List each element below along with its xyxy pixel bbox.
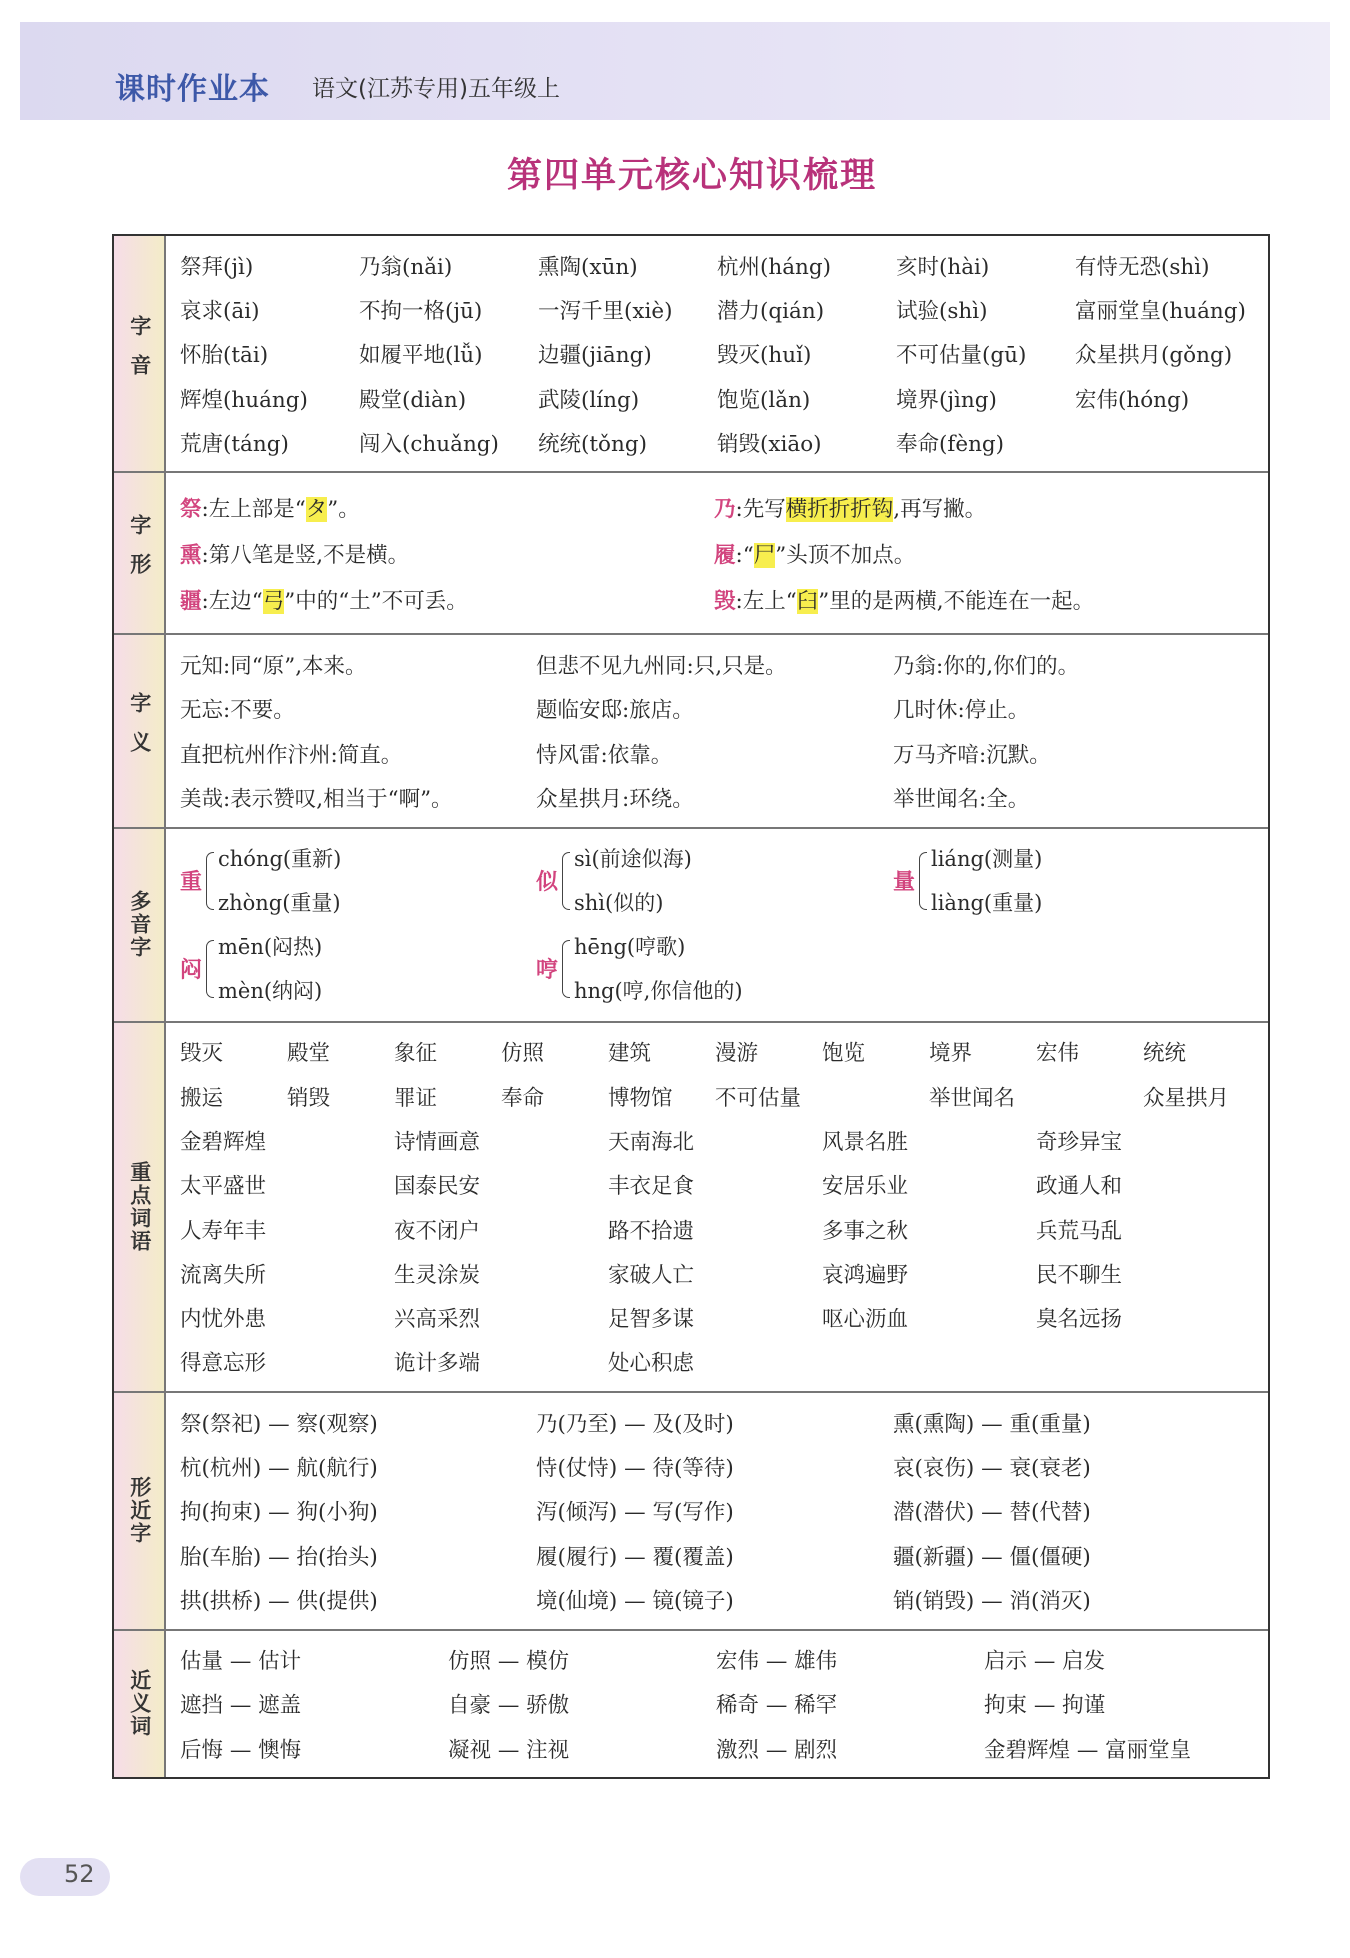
ziyin-item: 有恃无恐(shì) — [1075, 254, 1210, 280]
ziyin-row — [180, 376, 1260, 420]
keyword: 象征 — [394, 1041, 438, 1067]
xingjin-item: 疆(新疆) — 僵(僵硬) — [893, 1544, 1091, 1570]
polyphone-reading: zhòng(重量) — [218, 890, 341, 915]
zixing-text: ”。 — [327, 496, 360, 522]
ziyi-item: 无忘:不要。 — [180, 698, 295, 724]
polyphone-reading: chóng(重新) — [218, 846, 342, 871]
xingjin-item: 履(履行) — 覆(覆盖) — [536, 1544, 734, 1570]
keyword: 举世闻名 — [929, 1085, 1016, 1111]
polyphone-group — [536, 925, 893, 1013]
jinyi-item: 后悔 — 懊悔 — [180, 1737, 302, 1763]
keyword: 博物馆 — [608, 1085, 673, 1111]
ziyin-item: 众星拱月(gǒng) — [1075, 343, 1233, 369]
zhongdian-row — [180, 1207, 1260, 1251]
ziyin-item: 统统(tǒng) — [538, 431, 647, 457]
jinyi-item: 激烈 — 剧烈 — [716, 1737, 838, 1763]
zixing-item — [714, 538, 1254, 569]
zixing-row — [180, 576, 1260, 622]
header-brand: 课时作业本 — [115, 72, 270, 107]
ziyin-item: 辉煌(huáng) — [180, 387, 308, 413]
ziyin-item: 边疆(jiāng) — [538, 343, 652, 369]
zhongdian-item: 内忧外患 — [180, 1307, 267, 1333]
xingjin-row — [180, 1489, 1260, 1533]
ziyin-item: 销毁(xiāo) — [717, 431, 822, 457]
section-label-text: 近义词 — [127, 1669, 152, 1739]
zhongdian-item: 呕心沥血 — [822, 1307, 909, 1333]
zhongdian-item: 生灵涂炭 — [394, 1262, 481, 1288]
xingjin-row — [180, 1400, 1260, 1444]
section-label-duoyin — [114, 829, 166, 1021]
ziyin-item: 境界(jìng) — [896, 387, 997, 413]
section-label-text: 多音字 — [127, 890, 152, 960]
jinyi-row — [180, 1726, 1260, 1770]
xingjin-item: 拱(拱桥) — 供(提供) — [180, 1588, 378, 1614]
keyword: 统统 — [1143, 1041, 1187, 1067]
keyword: 销毁 — [287, 1085, 331, 1111]
zhongdian-content — [166, 1023, 1268, 1391]
zixing-text: :“ — [735, 542, 754, 568]
jinyi-item: 稀奇 — 稀罕 — [716, 1693, 838, 1719]
ziyi-row — [180, 642, 1260, 686]
zhongdian-row — [180, 1251, 1260, 1295]
zixing-row — [180, 530, 1260, 576]
zixing-char: 疆 — [180, 588, 202, 614]
ziyin-item: 饱览(lǎn) — [717, 387, 811, 413]
jinyi-item: 仿照 — 模仿 — [448, 1649, 570, 1675]
zixing-content — [166, 473, 1268, 633]
jinyi-content — [166, 1631, 1268, 1778]
polyphone-readings — [574, 925, 743, 1013]
section-label-jinyi — [114, 1631, 166, 1778]
keyword: 仿照 — [501, 1041, 545, 1067]
keyword: 境界 — [929, 1041, 973, 1067]
page-number: 52 — [64, 1860, 95, 1888]
keyword: 殿堂 — [287, 1041, 331, 1067]
zhongdian-item: 处心积虑 — [608, 1351, 695, 1377]
zixing-highlight: タ — [305, 496, 328, 522]
section-label-text: 字音 — [127, 314, 152, 393]
xingjin-item: 销(销毁) — 消(消灭) — [893, 1588, 1091, 1614]
ziyin-row — [180, 332, 1260, 376]
zhongdian-item: 金碧辉煌 — [180, 1129, 267, 1155]
polyphone-char: 重 — [180, 869, 203, 896]
zhongdian-item: 太平盛世 — [180, 1174, 267, 1200]
xingjin-content — [166, 1393, 1268, 1628]
ziyin-item: 熏陶(xūn) — [538, 254, 638, 280]
ziyin-item: 毁灭(huǐ) — [717, 343, 812, 369]
section-xingjin — [114, 1393, 1268, 1630]
zhongdian-item: 风景名胜 — [822, 1129, 909, 1155]
jinyi-item: 自豪 — 骄傲 — [448, 1693, 570, 1719]
zhongdian-item: 天南海北 — [608, 1129, 695, 1155]
ziyi-item: 元知:同“原”,本来。 — [180, 654, 367, 680]
polyphone-char: 哼 — [536, 957, 559, 984]
ziyin-item: 杭州(háng) — [717, 254, 832, 280]
xingjin-item: 胎(车胎) — 抬(抬头) — [180, 1544, 378, 1570]
polyphone-readings — [931, 837, 1042, 925]
ziyin-item: 怀胎(tāi) — [180, 343, 269, 369]
ziyin-row — [180, 420, 1260, 464]
keyword: 饱览 — [822, 1041, 866, 1067]
polyphone-reading: liáng(测量) — [931, 846, 1043, 871]
ziyin-item: 祭拜(jì) — [180, 254, 254, 280]
ziyin-item: 闯入(chuǎng) — [359, 431, 499, 457]
zixing-text: ”头顶不加点。 — [775, 542, 916, 568]
brace-icon — [206, 852, 214, 910]
ziyi-item: 众星拱月:环绕。 — [536, 787, 694, 813]
duoyin-row — [180, 837, 1260, 925]
ziyin-item: 不可估量(gū) — [896, 343, 1027, 369]
polyphone-reading: shì(似的) — [574, 890, 664, 915]
ziyi-item: 万马齐喑:沉默。 — [893, 742, 1051, 768]
zhongdian-item: 丰衣足食 — [608, 1174, 695, 1200]
zhongdian-row — [180, 1340, 1260, 1384]
zixing-item — [714, 584, 1254, 615]
polyphone-group — [893, 837, 1243, 925]
xingjin-item: 祭(祭祀) — 察(观察) — [180, 1411, 378, 1437]
ziyin-item: 一泻千里(xiè) — [538, 298, 673, 324]
polyphone-reading: mēn(闷热) — [218, 934, 323, 959]
zhongdian-row — [180, 1030, 1260, 1074]
brace-icon — [562, 940, 570, 998]
section-ziyi — [114, 635, 1268, 828]
page-title: 第四单元核心知识梳理 — [506, 156, 877, 196]
section-duoyin — [114, 829, 1268, 1023]
ziyi-item: 乃翁:你的,你们的。 — [893, 654, 1080, 680]
brace-icon — [919, 852, 927, 910]
polyphone-group — [180, 925, 536, 1013]
ziyi-item: 直把杭州作汴州:简直。 — [180, 742, 403, 768]
polyphone-reading: sì(前途似海) — [574, 846, 692, 871]
jinyi-item: 拘束 — 拘谨 — [984, 1693, 1106, 1719]
zhongdian-item: 路不拾遗 — [608, 1218, 695, 1244]
section-zhongdian — [114, 1023, 1268, 1393]
zhongdian-item: 诡计多端 — [394, 1351, 481, 1377]
xingjin-item: 境(仙境) — 镜(镜子) — [536, 1588, 734, 1614]
zixing-text: :左边“ — [201, 588, 263, 614]
zixing-text: ,再写撇。 — [893, 496, 987, 522]
jinyi-item: 凝视 — 注视 — [448, 1737, 570, 1763]
zixing-text: :左上“ — [735, 588, 797, 614]
ziyi-content — [166, 635, 1268, 826]
xingjin-row — [180, 1444, 1260, 1488]
polyphone-readings — [574, 837, 692, 925]
header-subtitle: 语文(江苏专用)五年级上 — [312, 76, 560, 102]
ziyin-item: 武陵(líng) — [538, 387, 640, 413]
xingjin-row — [180, 1577, 1260, 1621]
brace-icon — [206, 940, 214, 998]
ziyi-item: 几时休:停止。 — [893, 698, 1030, 724]
jinyi-row — [180, 1682, 1260, 1726]
section-label-text: 形近字 — [127, 1476, 152, 1546]
zixing-char: 熏 — [180, 542, 202, 568]
duoyin-content — [166, 829, 1268, 1021]
xingjin-item: 泻(倾泻) — 写(写作) — [536, 1500, 734, 1526]
ziyi-row — [180, 687, 1260, 731]
zhongdian-item: 足智多谋 — [608, 1307, 695, 1333]
ziyin-item: 潜力(qián) — [717, 298, 825, 324]
ziyi-row — [180, 731, 1260, 775]
zhongdian-item: 奇珍异宝 — [1036, 1129, 1123, 1155]
polyphone-char: 闷 — [180, 957, 203, 984]
keyword: 罪证 — [394, 1085, 438, 1111]
jinyi-item: 遮挡 — 遮盖 — [180, 1693, 302, 1719]
section-label-ziyi — [114, 635, 166, 826]
zixing-char: 祭 — [180, 496, 202, 522]
zixing-char: 乃 — [714, 496, 736, 522]
polyphone-reading: hēng(哼歌) — [574, 934, 686, 959]
xingjin-item: 杭(杭州) — 航(航行) — [180, 1455, 378, 1481]
xingjin-item: 恃(仗恃) — 待(等待) — [536, 1455, 734, 1481]
zixing-item — [714, 492, 1254, 523]
xingjin-item: 拘(拘束) — 狗(小狗) — [180, 1500, 378, 1526]
ziyi-item: 美哉:表示赞叹,相当于“啊”。 — [180, 787, 453, 813]
ziyin-item: 富丽堂皇(huáng) — [1075, 298, 1246, 324]
ziyin-content — [166, 236, 1268, 471]
ziyi-item: 恃风雷:依靠。 — [536, 742, 673, 768]
zixing-text: ”里的是两横,不能连在一起。 — [818, 588, 1095, 614]
ziyin-item: 试验(shì) — [896, 298, 988, 324]
ziyin-item: 荒唐(táng) — [180, 431, 289, 457]
zixing-text: :第八笔是竖,不是横。 — [201, 542, 410, 568]
section-label-text: 重点词语 — [127, 1160, 152, 1253]
polyphone-reading: mèn(纳闷) — [218, 978, 323, 1003]
zixing-item — [180, 584, 714, 615]
jinyi-item: 金碧辉煌 — 富丽堂皇 — [984, 1737, 1192, 1763]
polyphone-readings — [218, 925, 322, 1013]
zhongdian-item: 家破人亡 — [608, 1262, 695, 1288]
ziyin-row — [180, 243, 1260, 287]
zixing-item — [180, 492, 714, 523]
brace-icon — [562, 852, 570, 910]
section-label-xingjin — [114, 1393, 166, 1628]
section-label-text: 字形 — [127, 514, 152, 593]
ziyi-item: 举世闻名:全。 — [893, 787, 1030, 813]
zhongdian-item: 得意忘形 — [180, 1351, 267, 1377]
polyphone-group — [180, 837, 536, 925]
zhongdian-item: 人寿年丰 — [180, 1218, 267, 1244]
polyphone-group — [536, 837, 893, 925]
ziyi-item: 题临安邸:旅店。 — [536, 698, 694, 724]
keyword: 毁灭 — [180, 1041, 224, 1067]
zixing-text: ”中的“土”不可丢。 — [284, 588, 468, 614]
polyphone-reading: liàng(重量) — [931, 890, 1043, 915]
zixing-highlight: 弓 — [262, 588, 285, 614]
ziyin-item: 亥时(hài) — [896, 254, 990, 280]
section-label-text: 字义 — [127, 692, 152, 771]
ziyi-row — [180, 775, 1260, 819]
ziyi-item: 但悲不见九州同:只,只是。 — [536, 654, 787, 680]
zixing-char: 履 — [714, 542, 736, 568]
xingjin-item: 哀(哀伤) — 衰(衰老) — [893, 1455, 1091, 1481]
keyword: 漫游 — [715, 1041, 759, 1067]
polyphone-readings — [218, 837, 341, 925]
zhongdian-item: 政通人和 — [1036, 1174, 1123, 1200]
xingjin-item: 潜(潜伏) — 替(代替) — [893, 1500, 1091, 1526]
zhongdian-row — [180, 1295, 1260, 1339]
zhongdian-item: 夜不闭户 — [394, 1218, 481, 1244]
ziyin-item: 奉命(fèng) — [896, 431, 1005, 457]
keyword: 宏伟 — [1036, 1041, 1080, 1067]
zixing-highlight: 横折折折钩 — [785, 496, 894, 522]
jinyi-item: 宏伟 — 雄伟 — [716, 1649, 838, 1675]
xingjin-item: 熏(熏陶) — 重(重量) — [893, 1411, 1091, 1437]
zhongdian-item: 流离失所 — [180, 1262, 267, 1288]
ziyin-item: 哀求(āi) — [180, 298, 260, 324]
polyphone-reading: hng(哼,你信他的) — [574, 978, 743, 1003]
ziyin-item: 殿堂(diàn) — [359, 387, 467, 413]
zhongdian-item: 安居乐业 — [822, 1174, 909, 1200]
zhongdian-item: 哀鸿遍野 — [822, 1262, 909, 1288]
section-jinyi — [114, 1631, 1268, 1778]
xingjin-item: 乃(乃至) — 及(及时) — [536, 1411, 734, 1437]
zhongdian-row — [180, 1118, 1260, 1162]
polyphone-char: 量 — [893, 869, 916, 896]
zixing-row — [180, 484, 1260, 530]
keyword: 不可估量 — [715, 1085, 802, 1111]
zhongdian-row — [180, 1163, 1260, 1207]
zhongdian-item: 多事之秋 — [822, 1218, 909, 1244]
jinyi-item: 启示 — 启发 — [984, 1649, 1106, 1675]
zhongdian-item: 臭名远扬 — [1036, 1307, 1123, 1333]
keyword: 搬运 — [180, 1085, 224, 1111]
zixing-char: 毁 — [714, 588, 736, 614]
xingjin-row — [180, 1533, 1260, 1577]
ziyin-row — [180, 287, 1260, 331]
zixing-highlight: 臼 — [796, 588, 819, 614]
zixing-text: :先写 — [735, 496, 786, 522]
zhongdian-item: 兴高采烈 — [394, 1307, 481, 1333]
keyword: 建筑 — [608, 1041, 652, 1067]
keyword: 众星拱月 — [1143, 1085, 1230, 1111]
zixing-text: :左上部是“ — [201, 496, 306, 522]
zhongdian-row — [180, 1074, 1260, 1118]
ziyin-item: 不拘一格(jū) — [359, 298, 483, 324]
section-zixing — [114, 473, 1268, 635]
section-ziyin — [114, 236, 1268, 473]
zhongdian-item: 民不聊生 — [1036, 1262, 1123, 1288]
zixing-highlight: 尸 — [753, 542, 776, 568]
section-label-ziyin — [114, 236, 166, 471]
duoyin-row — [180, 925, 1260, 1013]
ziyin-item: 宏伟(hóng) — [1075, 387, 1190, 413]
zhongdian-item: 诗情画意 — [394, 1129, 481, 1155]
section-label-zixing — [114, 473, 166, 633]
knowledge-table — [112, 234, 1270, 1779]
jinyi-row — [180, 1638, 1260, 1682]
jinyi-item: 估量 — 估计 — [180, 1649, 302, 1675]
zhongdian-item: 兵荒马乱 — [1036, 1218, 1123, 1244]
ziyin-item: 如履平地(lǚ) — [359, 343, 483, 369]
polyphone-char: 似 — [536, 869, 559, 896]
zhongdian-item: 国泰民安 — [394, 1174, 481, 1200]
ziyin-item: 乃翁(nǎi) — [359, 254, 453, 280]
section-label-zhongdian — [114, 1023, 166, 1391]
zixing-item — [180, 538, 714, 569]
keyword: 奉命 — [501, 1085, 545, 1111]
